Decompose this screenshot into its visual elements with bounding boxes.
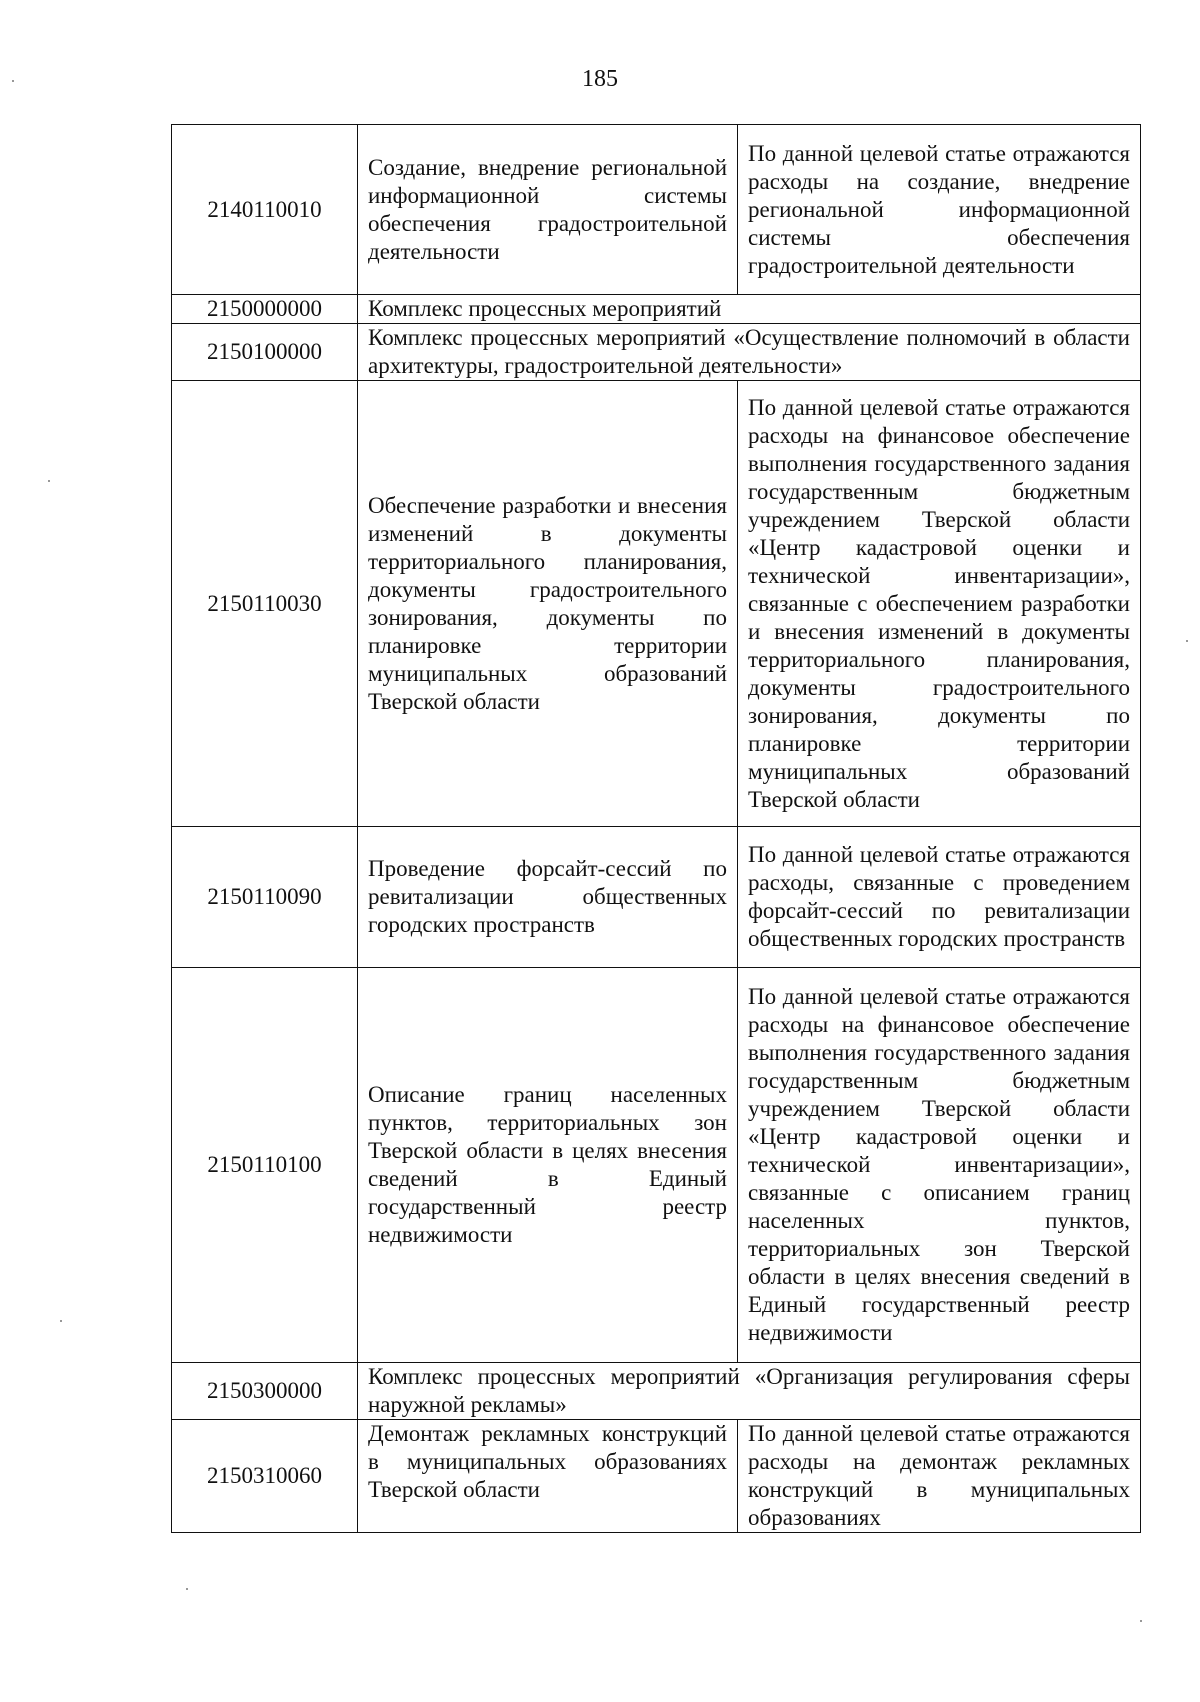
section-title: Комплекс процессных мероприятий [358, 295, 1141, 324]
target-code: 2150110100 [172, 968, 358, 1363]
scan-speck [60, 1320, 62, 1322]
item-name-text: Описание границ населенных пунктов, территориальных зон Тверской области в целях внесения сведений в Единый государственный реестр недвижимости [368, 1082, 727, 1247]
section-title: Комплекс процессных мероприятий «Осуществление полномочий в области архитектуры, градостроительной деятельности» [358, 324, 1141, 381]
target-code: 2150300000 [172, 1363, 358, 1420]
item-name [358, 1420, 738, 1533]
page-number: 185 [582, 66, 618, 92]
target-code: 2150000000 [172, 295, 358, 324]
item-name-text: Проведение форсайт-сессий по ревитализации общественных городских пространств [368, 856, 727, 937]
item-name-text: Демонтаж рекламных конструкций в муниципальных образованиях Тверской области [368, 1421, 727, 1502]
table-row [172, 295, 1141, 324]
table-row [172, 827, 1141, 968]
target-code: 2150110090 [172, 827, 358, 968]
item-name [358, 827, 738, 968]
item-name-text: Обеспечение разработки и внесения изменений в документы территориального планирования, документы градостроительного зонирования, документы по планировке территории муниципальных образований Тверской области [368, 492, 727, 714]
item-description: По данной целевой статье отражаются расходы на создание, внедрение региональной информационной системы обеспечения градостроительной деятельности [738, 125, 1141, 295]
table-row [172, 125, 1141, 295]
item-name-text: Создание, внедрение региональной информационной системы обеспечения градостроительной деятельности [368, 154, 727, 264]
item-description: По данной целевой статье отражаются расходы на финансовое обеспечение выполнения государственного задания государственным бюджетным учреждением Тверской области «Центр кадастровой оценки и технической инвентаризации», связанные с обеспечением разработки и внесения изменений в документы территориального планирования, документы градостроительного зонирования, документы по планировке территории муниципальных образований Тверской области [738, 381, 1141, 827]
item-description: По данной целевой статье отражаются расходы на финансовое обеспечение выполнения государственного задания государственным бюджетным учреждением Тверской области «Центр кадастровой оценки и технической инвентаризации», связанные с описанием границ населенных пунктов, территориальных зон Тверской области в целях внесения сведений в Единый государственный реестр недвижимости [738, 968, 1141, 1363]
table-row [172, 381, 1141, 827]
scan-speck [186, 1588, 188, 1590]
scan-speck [12, 80, 14, 82]
scan-speck [1186, 640, 1188, 642]
item-name [358, 968, 738, 1363]
table-row [172, 1363, 1141, 1420]
target-code: 2150310060 [172, 1420, 358, 1533]
budget-classification-table [171, 124, 1141, 1533]
section-title: Комплекс процессных мероприятий «Организация регулирования сферы наружной рекламы» [358, 1363, 1141, 1420]
scan-speck [48, 480, 50, 482]
item-name [358, 125, 738, 295]
table-row [172, 968, 1141, 1363]
target-code: 2150110030 [172, 381, 358, 827]
item-name [358, 381, 738, 827]
target-code: 2140110010 [172, 125, 358, 295]
target-code: 2150100000 [172, 324, 358, 381]
item-description: По данной целевой статье отражаются расходы на демонтаж рекламных конструкций в муниципальных образованиях [738, 1420, 1141, 1533]
table-row [172, 324, 1141, 381]
table-row [172, 1420, 1141, 1533]
scan-speck [1140, 1620, 1142, 1622]
item-description: По данной целевой статье отражаются расходы, связанные с проведением форсайт-сессий по ревитализации общественных городских пространств [738, 827, 1141, 968]
